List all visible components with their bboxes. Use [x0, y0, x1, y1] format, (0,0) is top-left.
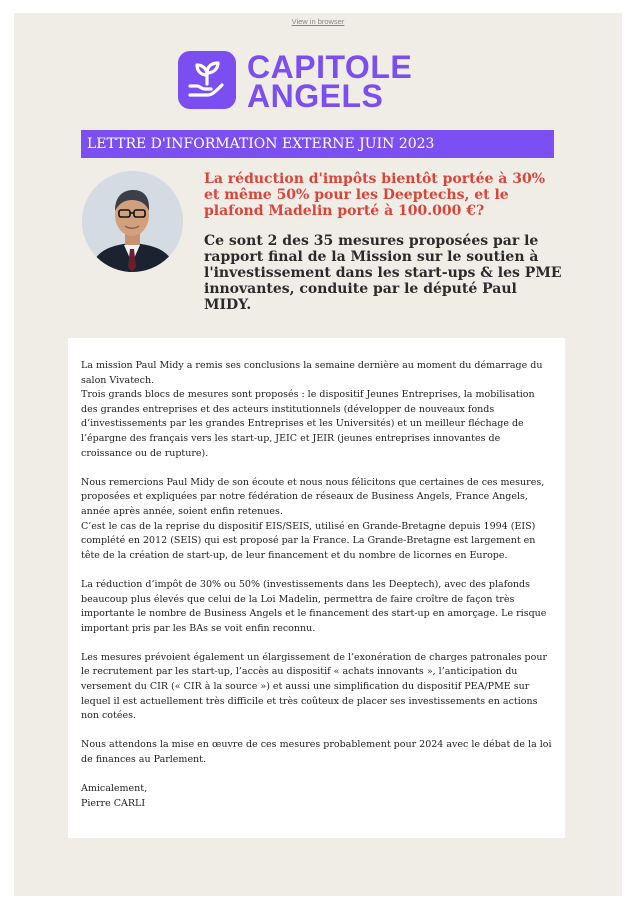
- paragraph-2: Trois grands blocs de mesures sont proposés : le dispositif Jeunes Entreprises, la mobilisation des grandes entreprises et des acteurs institutionnels (développer de nouveaux fonds d’investissements par les grandes Entreprises et les Universités) et un meilleur fléchage de l’épargne des français vers les start-up, JEIC et JEIR (jeunes entreprises innovantes de croissance ou de rupture).: [81, 389, 535, 459]
- paragraph-6: Les mesures prévoient également un élargissement de l’exonération de charges patronales pour le recrutement par les start-up, l’accès au dispositif « achats innovants », l’anticipation du versement du CIR (« CIR à la source ») et aussi une simplification du dispositif PEA/PME sur lequel il est actuellement très difficile et très coûteux de placer ses investissements en actions non cotées.: [81, 651, 547, 722]
- paragraph-3: Nous remercions Paul Midy de son écoute et nous nous félicitons que certaines de ces mesures, proposées et expliquées par notre fédération de réseaux de Business Angels, France Angels, année après année, soient enfin retenues.: [81, 476, 545, 517]
- view-in-browser-link[interactable]: View in browser: [291, 17, 345, 26]
- headline-tax-reduction: La réduction d'impôts bientôt portée à 30% et même 50% pour les Deeptechs, et le plafond Madelin porté à 100.000 €?: [204, 171, 546, 219]
- newsletter-title-banner: LETTRE D'INFORMATION EXTERNE JUIN 2023: [81, 130, 554, 158]
- paragraph-4: C’est le cas de la reprise du dispositif EIS/SEIS, utilisé en Grande-Bretagne depuis 1994 (EIS) complété en 2012 (SEIS) qui est proposé par la France. La Grande-Bretagne est largement en tête de la création de start-up, de leur financement et du nombre de licornes en Europe.: [81, 520, 536, 561]
- closing-greeting: Amicalement,: [81, 783, 148, 795]
- paragraph-1: La mission Paul Midy a remis ses conclusions la semaine dernière au moment du démarrage du salon Vivatech.: [81, 360, 543, 386]
- sprout-in-hand-icon: [178, 51, 236, 109]
- author-portrait: [82, 171, 183, 272]
- paragraph-5: La réduction d’impôt de 30% ou 50% (investissements dans les Deeptech), avec des plafonds beaucoup plus élevés que celui de la Loi Madelin, permettra de faire croître de façon très importante le nombre de Business Angels et le financement des start-up en amorçage. Le risque important pris par les BAs se voit enfin reconnu.: [81, 578, 547, 634]
- paragraph-7: Nous attendons la mise en œuvre de ces mesures probablement pour 2024 avec le débat de la loi de finances au Parlement.: [81, 739, 552, 766]
- logo-line-1: CAPITOLE: [247, 49, 413, 85]
- newsletter-frame: [14, 13, 622, 896]
- headline-mission-summary: Ce sont 2 des 35 mesures proposées par le rapport final de la Mission sur le soutien à l'investissement dans les start-ups & les PME innovantes, conduite par le député Paul MIDY.: [204, 233, 562, 313]
- article-body: [68, 338, 565, 838]
- logo-line-2: ANGELS: [247, 78, 384, 114]
- capitole-angels-logo[interactable]: [178, 51, 463, 115]
- logo-wordmark: [247, 49, 413, 114]
- signature: Pierre CARLI: [81, 797, 146, 809]
